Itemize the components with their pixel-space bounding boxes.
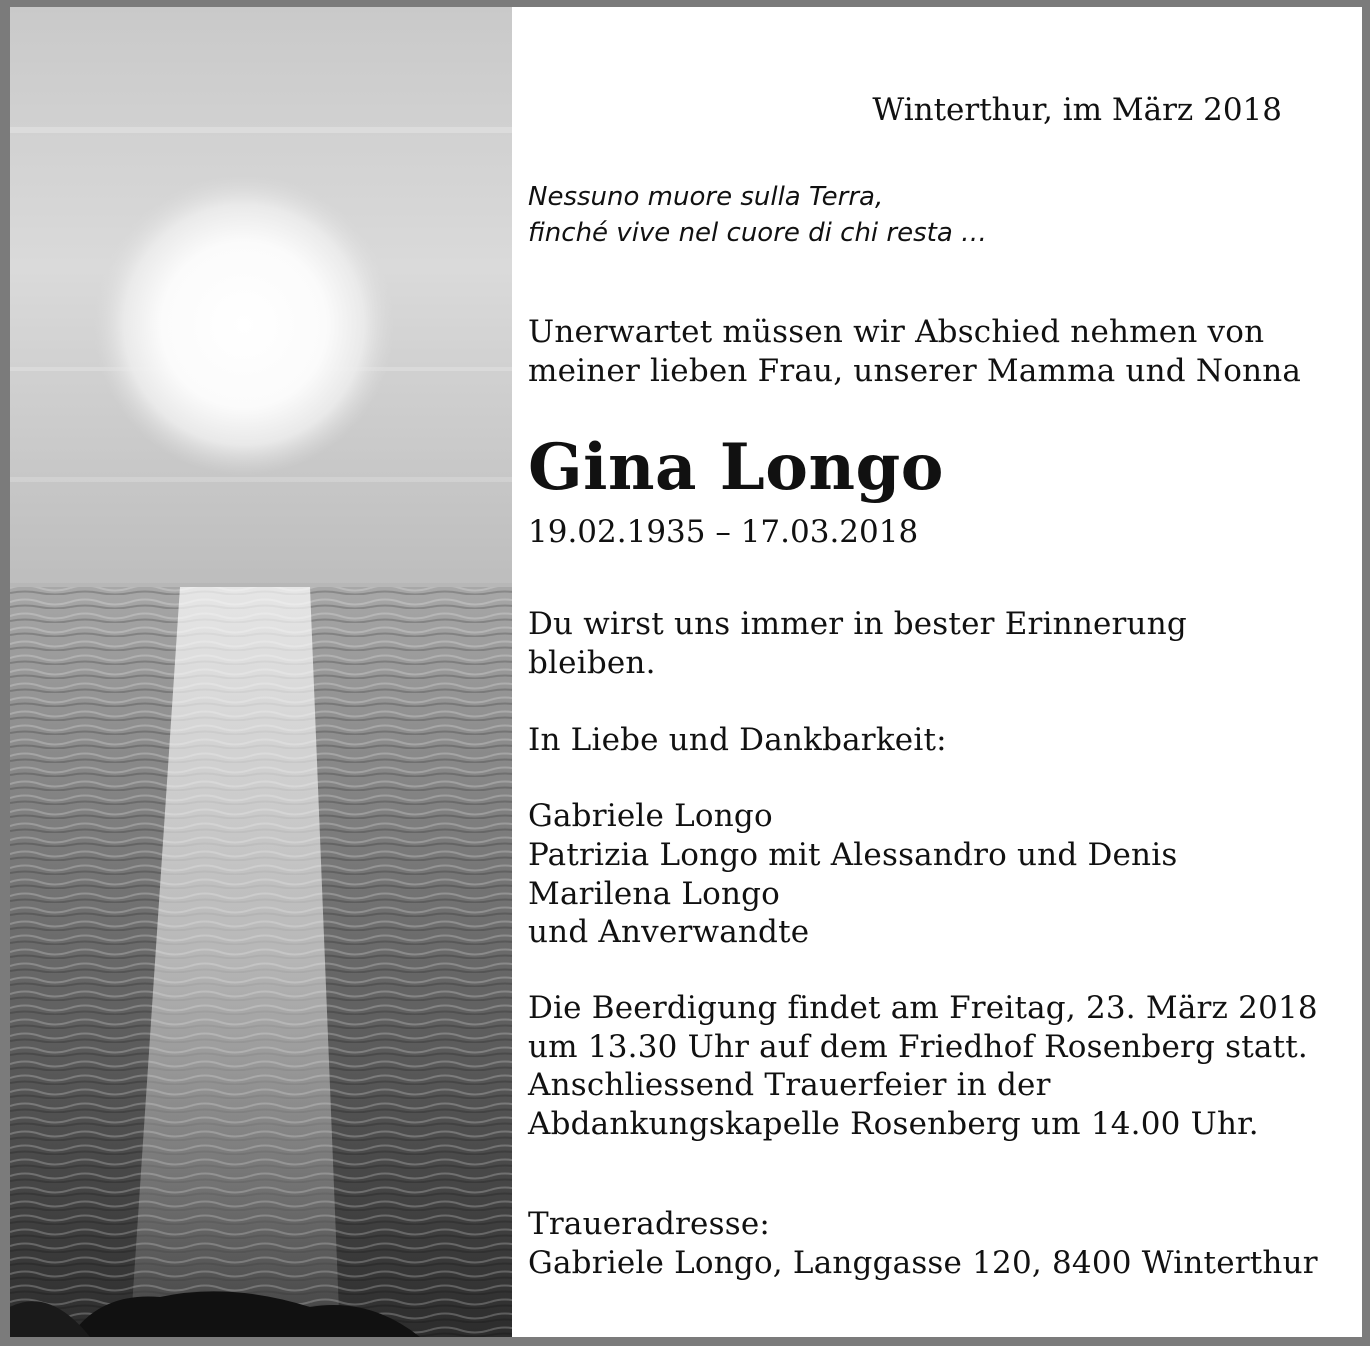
sunset-sea-photo <box>10 7 512 1337</box>
place-date: Winterthur, im März 2018 <box>872 92 1282 128</box>
obituary-card <box>10 7 1362 1337</box>
gratitude-line: In Liebe und Dankbarkeit: <box>528 722 947 758</box>
address-value: Gabriele Longo, Langgasse 120, 8400 Winterthur <box>528 1245 1318 1281</box>
obituary-text <box>528 7 1354 1337</box>
deceased-name: Gina Longo <box>528 430 944 505</box>
address-label: Traueradresse: <box>528 1206 771 1242</box>
funeral-line: um 13.30 Uhr auf dem Friedhof Rosenberg statt. <box>528 1029 1308 1065</box>
sunset-over-sea-icon <box>10 7 512 1337</box>
mourner-name: und Anverwandte <box>528 914 810 950</box>
mourner-name: Patrizia Longo mit Alessandro und Denis <box>528 837 1178 873</box>
funeral-line: Die Beerdigung findet am Freitag, 23. März 2018 <box>528 990 1318 1026</box>
mourner-name: Marilena Longo <box>528 876 781 912</box>
motto-line: Nessuno muore sulla Terra, <box>528 182 884 212</box>
intro-line: Unerwartet müssen wir Abschied nehmen von <box>528 314 1265 350</box>
funeral-line: Abdankungskapelle Rosenberg um 14.00 Uhr. <box>528 1106 1259 1142</box>
intro-line: meiner lieben Frau, unserer Mamma und Nonna <box>528 353 1302 389</box>
remembrance-line: bleiben. <box>528 645 656 681</box>
motto-line: finché vive nel cuore di chi resta … <box>528 218 988 248</box>
mourner-name: Gabriele Longo <box>528 798 773 834</box>
funeral-line: Anschliessend Trauerfeier in der <box>528 1067 1051 1103</box>
remembrance-line: Du wirst uns immer in bester Erinnerung <box>528 606 1187 642</box>
life-dates: 19.02.1935 – 17.03.2018 <box>528 514 919 550</box>
motto <box>528 179 987 251</box>
